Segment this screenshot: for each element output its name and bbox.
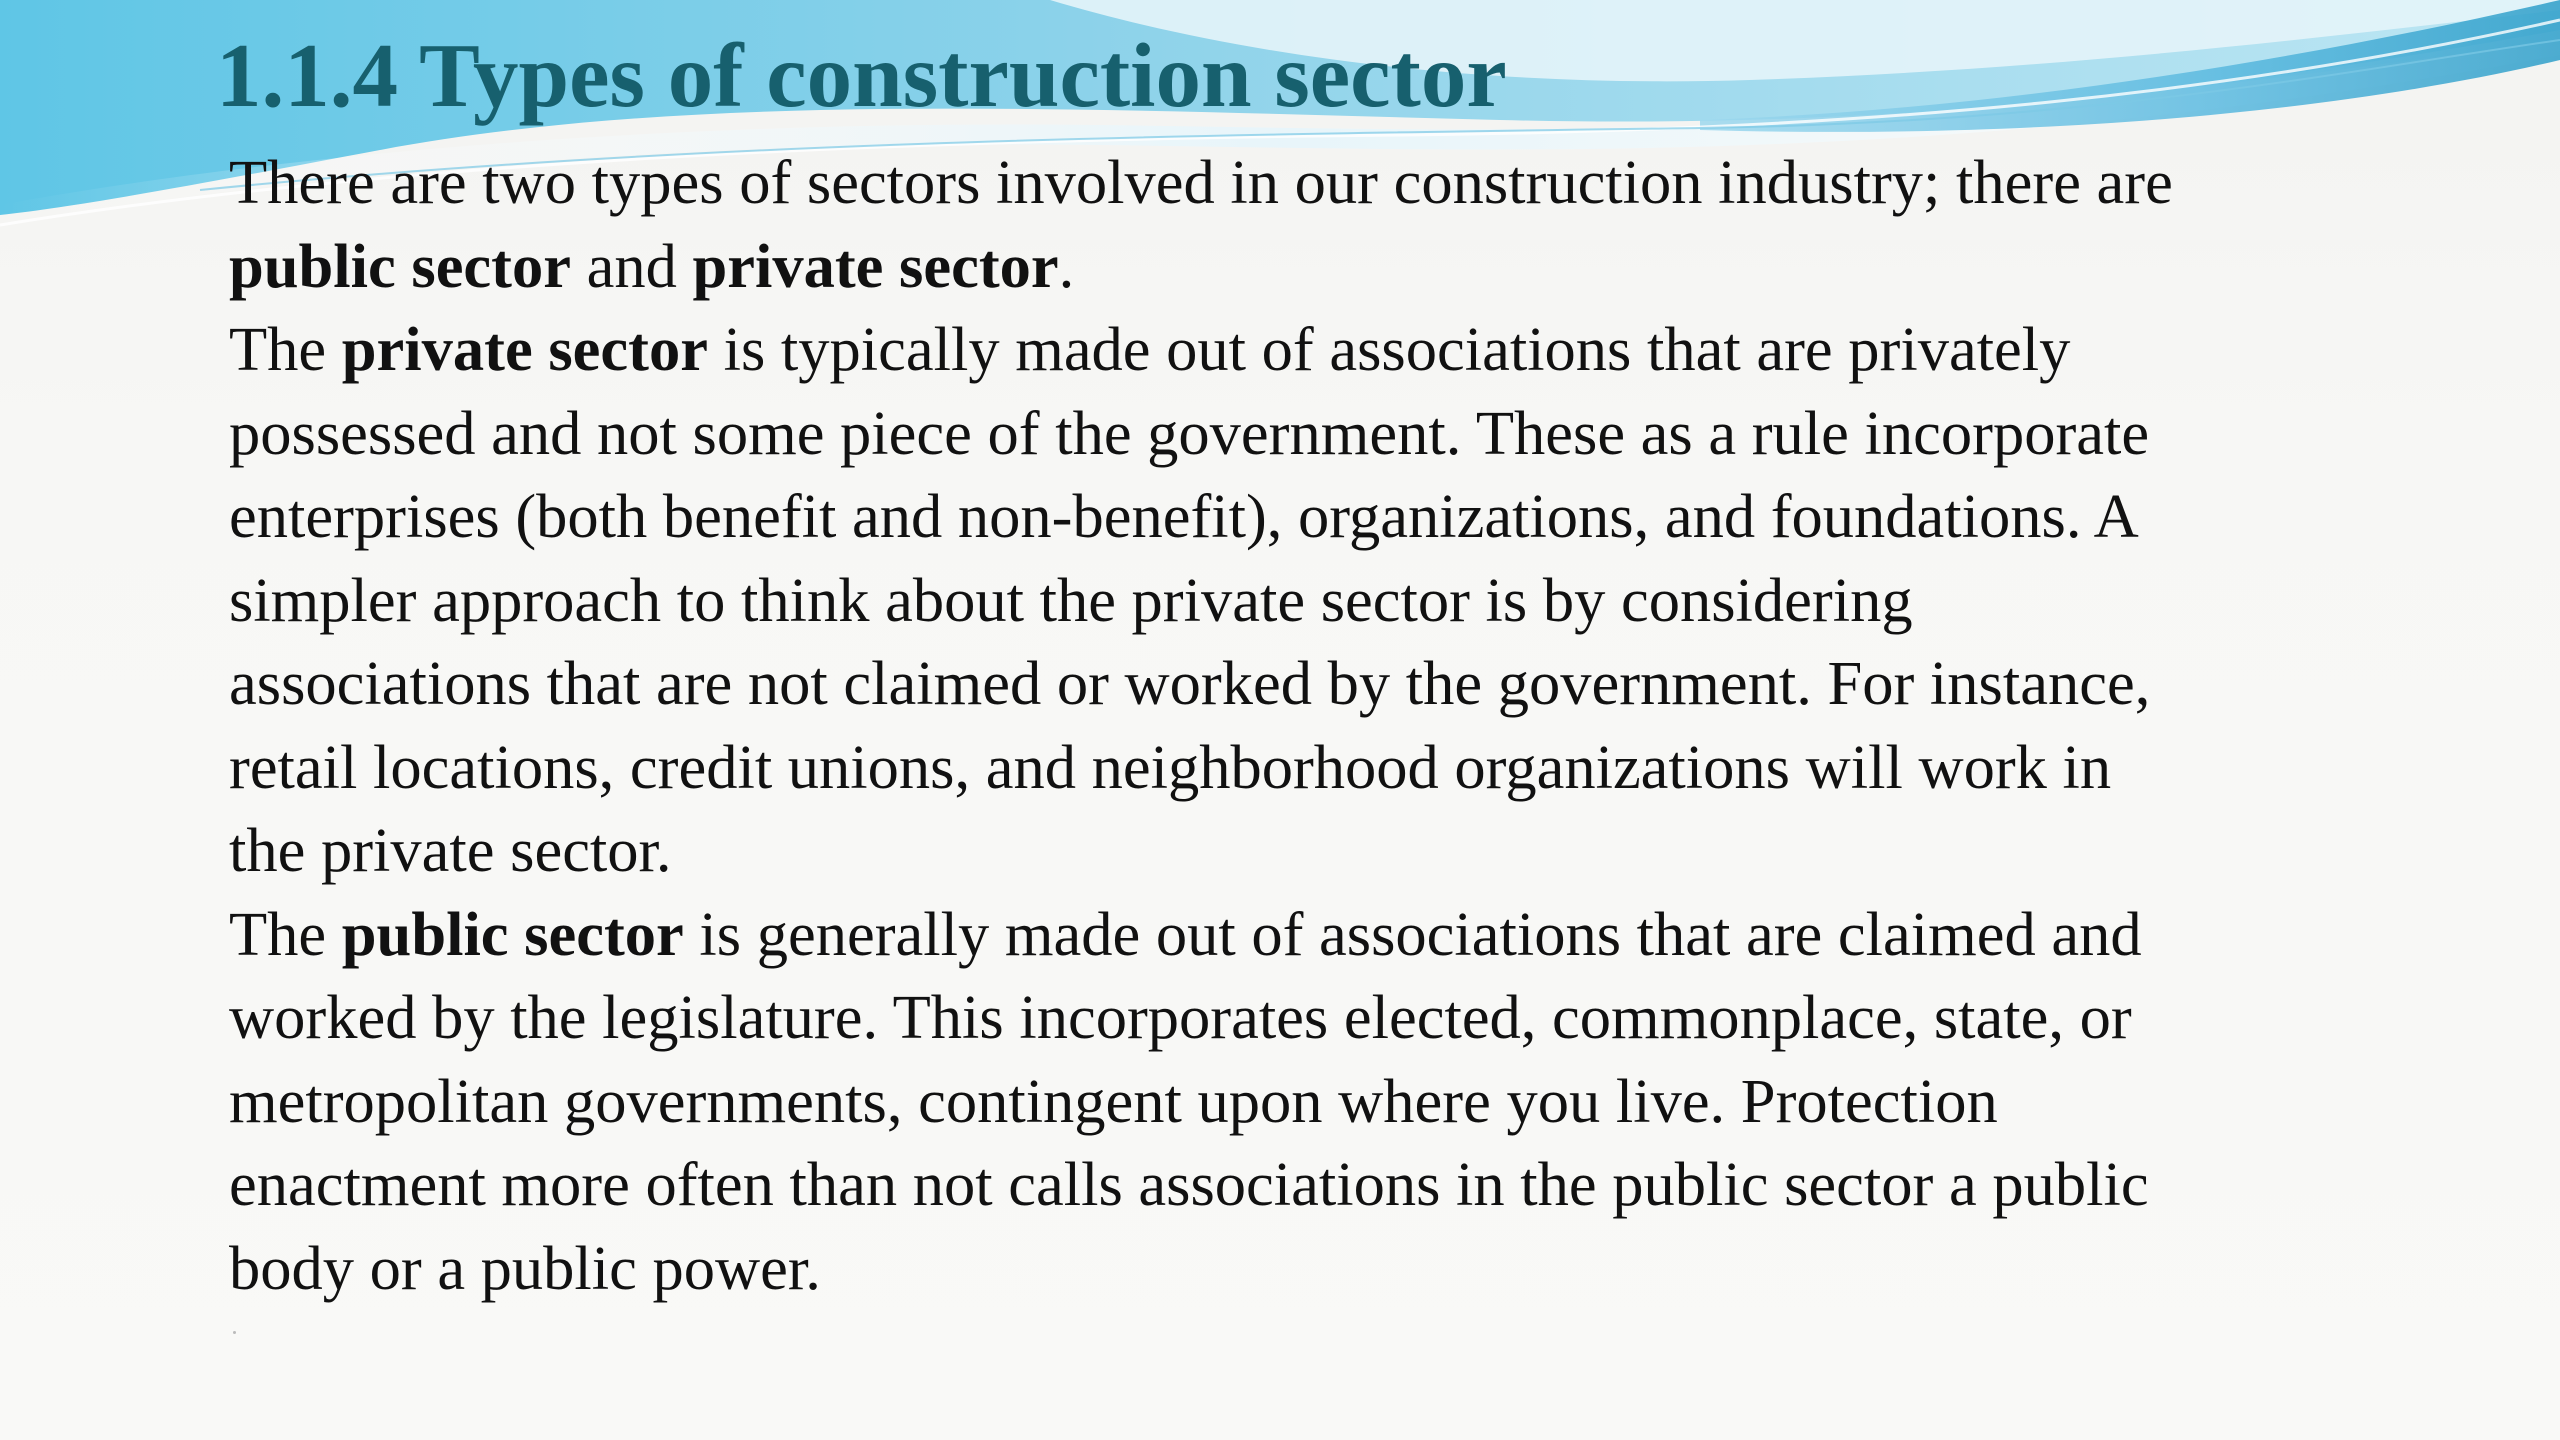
text-line — [229, 308, 2429, 392]
text-line: There are two types of sectors involved in our construction industry; there are — [229, 147, 2173, 217]
text-line: retail locations, credit unions, and neighborhood organizations will work in — [229, 731, 2112, 802]
stray-dot — [233, 1331, 236, 1334]
bold-term-public-sector: public sector — [341, 898, 684, 969]
private-sector-paragraph — [229, 308, 2429, 893]
slide-title: 1.1.4 Types of construction sector — [216, 25, 1507, 126]
bold-term-private-sector: private sector — [341, 314, 708, 384]
text-run: is generally made out of associations that are claimed and — [683, 898, 2142, 969]
intro-paragraph — [229, 141, 2429, 308]
text-run: . — [1058, 230, 1075, 301]
text-line — [229, 225, 2429, 309]
text-line — [229, 893, 2429, 977]
bold-term-private-sector: private sector — [692, 230, 1059, 301]
bold-term-public-sector: public sector — [229, 230, 571, 301]
text-run: is typically made out of associations that are privately — [707, 314, 2071, 384]
slide-body — [229, 141, 2429, 1310]
text-line: enterprises (both benefit and non-benefit), organizations, and foundations. A — [229, 481, 2139, 551]
text-line: the private sector. — [229, 815, 672, 885]
text-run: The — [229, 314, 342, 384]
text-line: associations that are not claimed or worked by the government. For instance, — [229, 648, 2151, 718]
text-run: and — [570, 230, 693, 301]
text-line: possessed and not some piece of the government. These as a rule incorporate — [229, 397, 2150, 468]
text-run: The — [229, 898, 342, 969]
text-line: metropolitan governments, contingent upon where you live. Protection — [229, 1065, 1998, 1136]
text-line: body or a public power. — [229, 1232, 821, 1303]
text-line: simpler approach to think about the private sector is by considering — [229, 564, 1913, 635]
text-line: enactment more often than not calls associations in the public sector a public — [229, 1149, 2149, 1219]
public-sector-paragraph — [229, 893, 2429, 1311]
text-line: worked by the legislature. This incorporates elected, commonplace, state, or — [229, 982, 2132, 1052]
